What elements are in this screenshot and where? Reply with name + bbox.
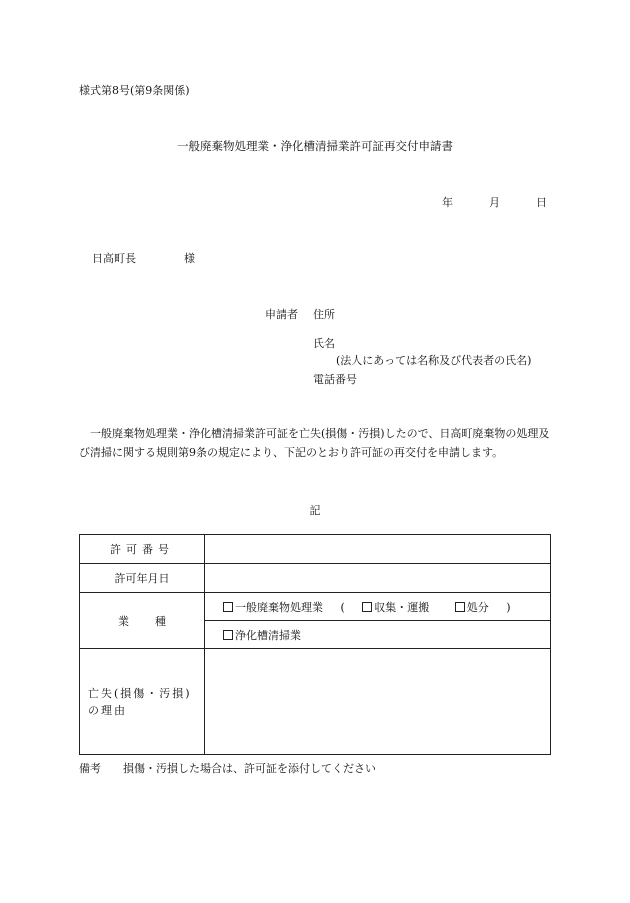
table-row (80, 535, 551, 564)
ki-heading: 記 (309, 504, 321, 517)
body-text: 一般廃棄物処理業・浄化槽清掃業許可証を亡失(損傷・汚損)したので、日高町廃棄物の処理及び清掃に関する規則第9条の規定により、下記のとおり許可証の再交付を申請します。 (79, 427, 550, 459)
checkbox-disposal[interactable] (455, 602, 465, 612)
application-table (79, 534, 551, 755)
note-label: 備考 (79, 762, 101, 775)
recipient-name: 日高町長 (92, 252, 136, 265)
table-row (80, 593, 551, 621)
permit-no-label: 許可番号 (80, 535, 205, 564)
recipient-honorific: 様 (184, 252, 195, 265)
address-label: 住所 (313, 308, 335, 321)
phone-label: 電話番号 (313, 373, 357, 386)
checkbox-collection[interactable] (362, 602, 372, 612)
applicant-label: 申請者 (265, 308, 298, 321)
page-title: 一般廃棄物処理業・浄化槽清掃業許可証再交付申請書 (177, 139, 453, 153)
table-row (80, 649, 551, 755)
reason-field[interactable] (205, 649, 551, 755)
permit-date-field[interactable] (205, 564, 551, 593)
date-month: 月 (489, 196, 500, 209)
checkbox-septic[interactable] (223, 630, 233, 640)
permit-date-label: 許可年月日 (80, 564, 205, 593)
checkbox-general-waste[interactable] (223, 602, 233, 612)
business-type-option2: 浄化槽清掃業 (205, 621, 551, 649)
business-type-label: 業種 (80, 593, 205, 649)
note (79, 760, 376, 776)
recipient (92, 250, 195, 266)
reason-label: 亡失(損傷・汚損)の理由 (80, 649, 205, 755)
date-day: 日 (536, 196, 547, 209)
date-year: 年 (442, 196, 453, 209)
permit-no-field[interactable] (205, 535, 551, 564)
business-type-option1: 一般廃棄物処理業 ( 収集・運搬 処分 ) (205, 593, 551, 621)
name-label: 氏名 (313, 337, 335, 350)
note-text: 損傷・汚損した場合は、許可証を添付してください (123, 762, 376, 775)
form-number: 様式第8号(第9条関係) (79, 84, 190, 97)
corp-note: (法人にあっては名称及び代表者の氏名) (336, 354, 532, 367)
table-row (80, 564, 551, 593)
